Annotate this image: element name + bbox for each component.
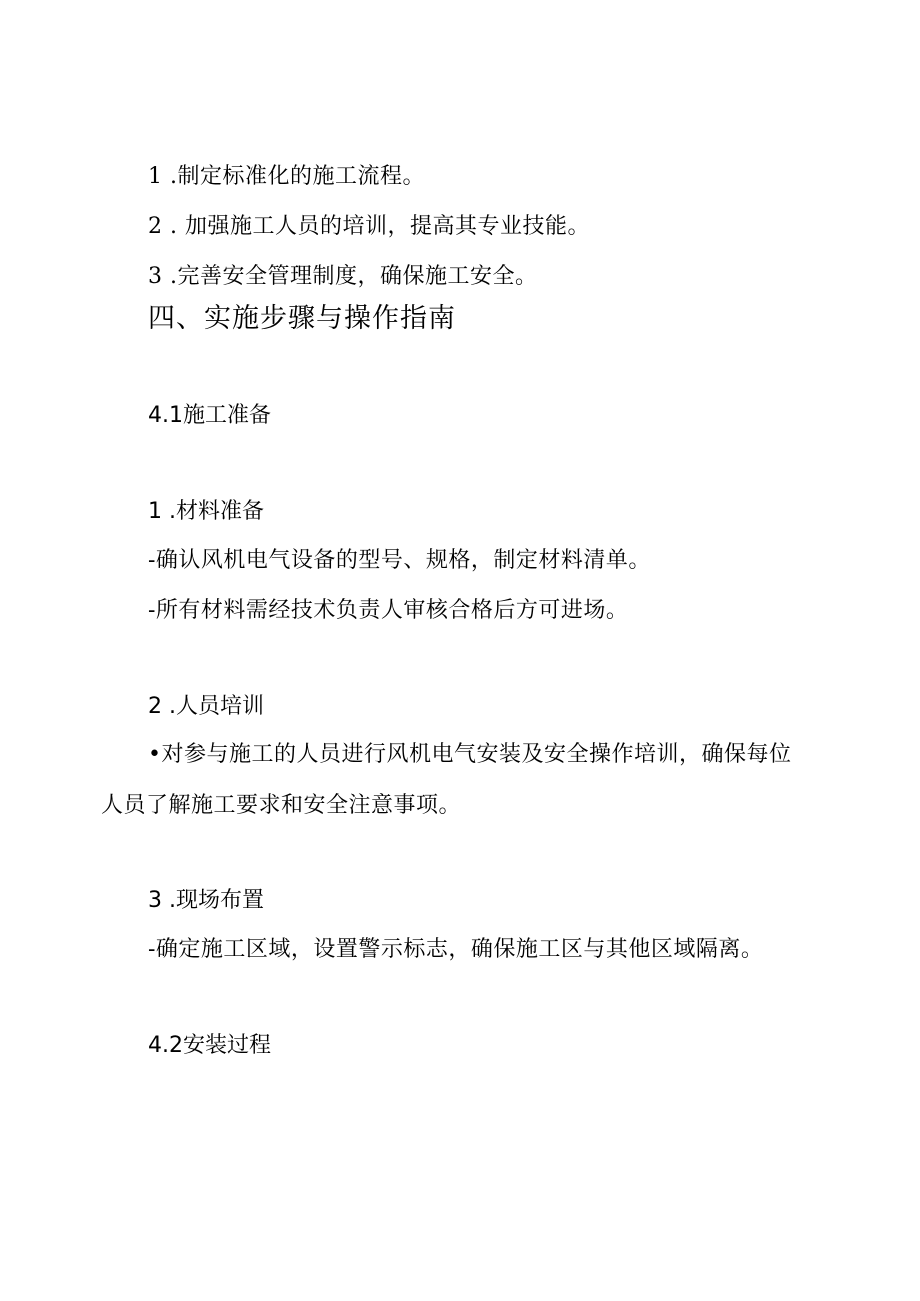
paragraph-line: -确定施工区域，设置警示标志，确保施工区与其他区域隔离。 [148,937,764,962]
section-title: 四、实施步骤与操作指南 [148,303,456,334]
list-item: 2 . 加强施工人员的培训，提高其专业技能。 [148,214,590,239]
paragraph-line: •对参与施工的人员进行风机电气安装及安全操作培训，确保每位 [148,742,792,767]
item-title: 3 .现场布置 [148,888,264,913]
paragraph-line: -所有材料需经技术负责人审核合格后方可进场。 [148,598,629,623]
list-item: 3 .完善安全管理制度，确保施工安全。 [148,264,538,289]
subsection-title: 4.1施工准备 [148,403,271,428]
paragraph-line: -确认风机电气设备的型号、规格，制定材料清单。 [148,548,651,573]
subsection-title: 4.2安装过程 [148,1033,271,1058]
paragraph-line: 人员了解施工要求和安全注意事项。 [101,793,462,818]
item-title: 2 .人员培训 [148,694,264,719]
list-item: 1 .制定标准化的施工流程。 [148,164,425,189]
item-title: 1 .材料准备 [148,499,264,524]
